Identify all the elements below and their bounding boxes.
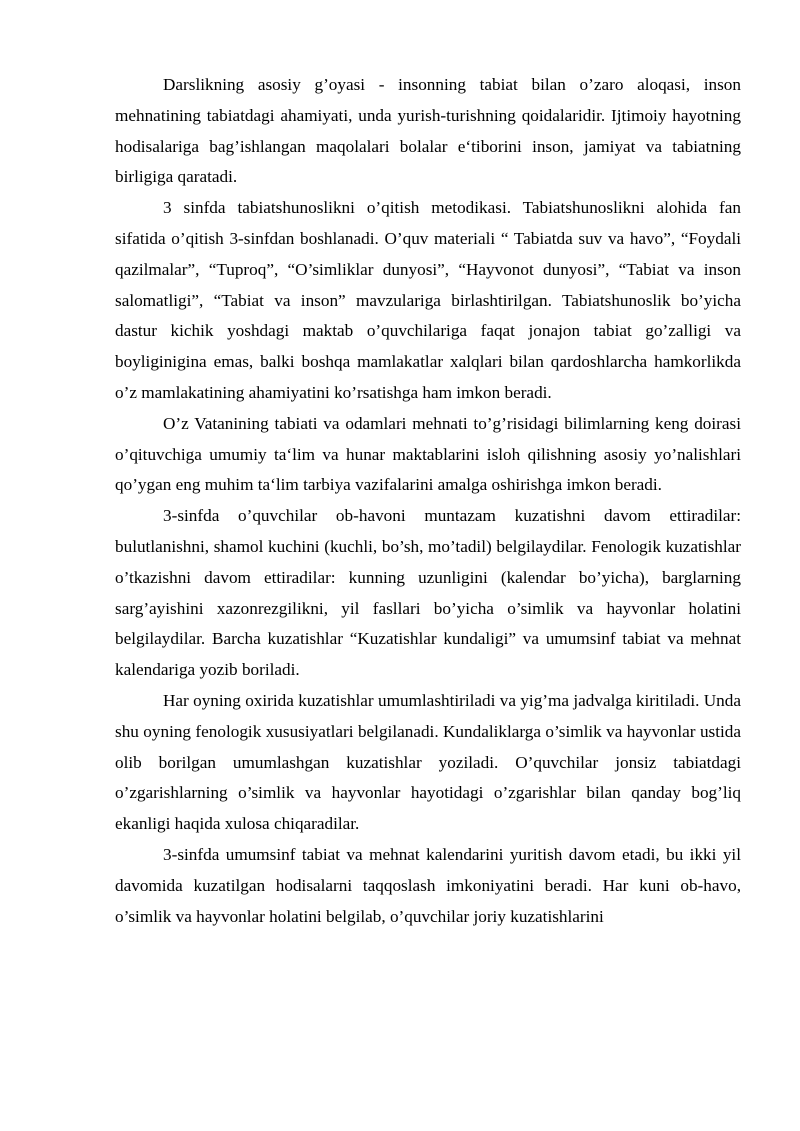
document-page [115,70,741,932]
paragraph-methodology: 3 sinfda tabiatshunoslikni o’qitish metodikasi. Tabiatshunoslikni alohida fan sifatida o’qitish 3-sinfdan boshlanadi. O’quv materiali “ Tabiatda suv va havo”, “Foydali qazilmalar”, “Tuproq”, “O’simliklar dunyosi”, “Hayvonot dunyosi”, “Tabiat va inson salomatligi”, “Tabiat va inson” mavzulariga birlashtirilgan. Tabiatshunoslik bo’yicha dastur kichik yoshdagi maktab o’quvchilariga faqat jonajon tabiat go’zalligi va boyliginigina emas, balki boshqa mamlakatlar xalqlari bilan qardoshlarcha hamkorlikda o’z mamlakatining ahamiyatini ko’rsatishga ham imkon beradi. [115,198,741,402]
paragraph-calendar: 3-sinfda umumsinf tabiat va mehnat kalendarini yuritish davom etadi, bu ikki yil davomida kuzatilgan hodisalarni taqqoslash imkoniyatini beradi. Har kuni ob-havo, o’simlik va hayvonlar holatini belgilab, o’quvchilar joriy kuzatishlarini [115,844,741,926]
paragraph-main-idea: Darslikning asosiy g’oyasi - insonning tabiat bilan o’zaro aloqasi, inson mehnatining tabiatdagi ahamiyati, unda yurish-turishning qoidalaridir. Ijtimoiy hayotning hodisalariga bag’ishlangan maqolalari bolalar e‘tiborini inson, jamiyat va tabiatning birligiga qaratadi. [115,75,741,187]
paragraph-homeland: O’z Vatanining tabiati va odamlari mehnati to’g’risidagi bilimlarning keng doirasi o’qituvchiga umumiy ta‘lim va hunar maktablarini isloh qilishning asosiy yo’nalishlari qo’ygan eng muhim ta‘lim tarbiya vazifalarini amalga oshirishga imkon beradi. [115,413,741,495]
paragraph-weather-observation: 3-sinfda o’quvchilar ob-havoni muntazam kuzatishni davom ettiradilar: bulutlanishni, shamol kuchini (kuchli, bo’sh, mo’tadil) belgilaydilar. Fenologik kuzatishlar o’tkazishni davom ettiradilar: kunning uzunligini (kalendar bo’yicha), barglarning sarg’ayishini xazonrezgilikni, yil fasllari bo’yicha o’simlik va hayvonlar holatini belgilaydilar. Barcha kuzatishlar “Kuzatishlar kundaligi” va umumsinf tabiat va mehnat kalendariga yozib boriladi. [115,506,741,680]
paragraph-monthly-summary: Har oyning oxirida kuzatishlar umumlashtiriladi va yig’ma jadvalga kiritiladi. Unda shu oyning fenologik xususiyatlari belgilanadi. Kundaliklarga o’simlik va hayvonlar ustida olib borilgan umumlashgan kuzatishlar yoziladi. O’quvchilar jonsiz tabiatdagi o’zgarishlarning o’simlik va hayvonlar hayotidagi o’zgarishlar bilan qanday bog’liq ekanligi haqida xulosa chiqaradilar. [115,690,741,834]
